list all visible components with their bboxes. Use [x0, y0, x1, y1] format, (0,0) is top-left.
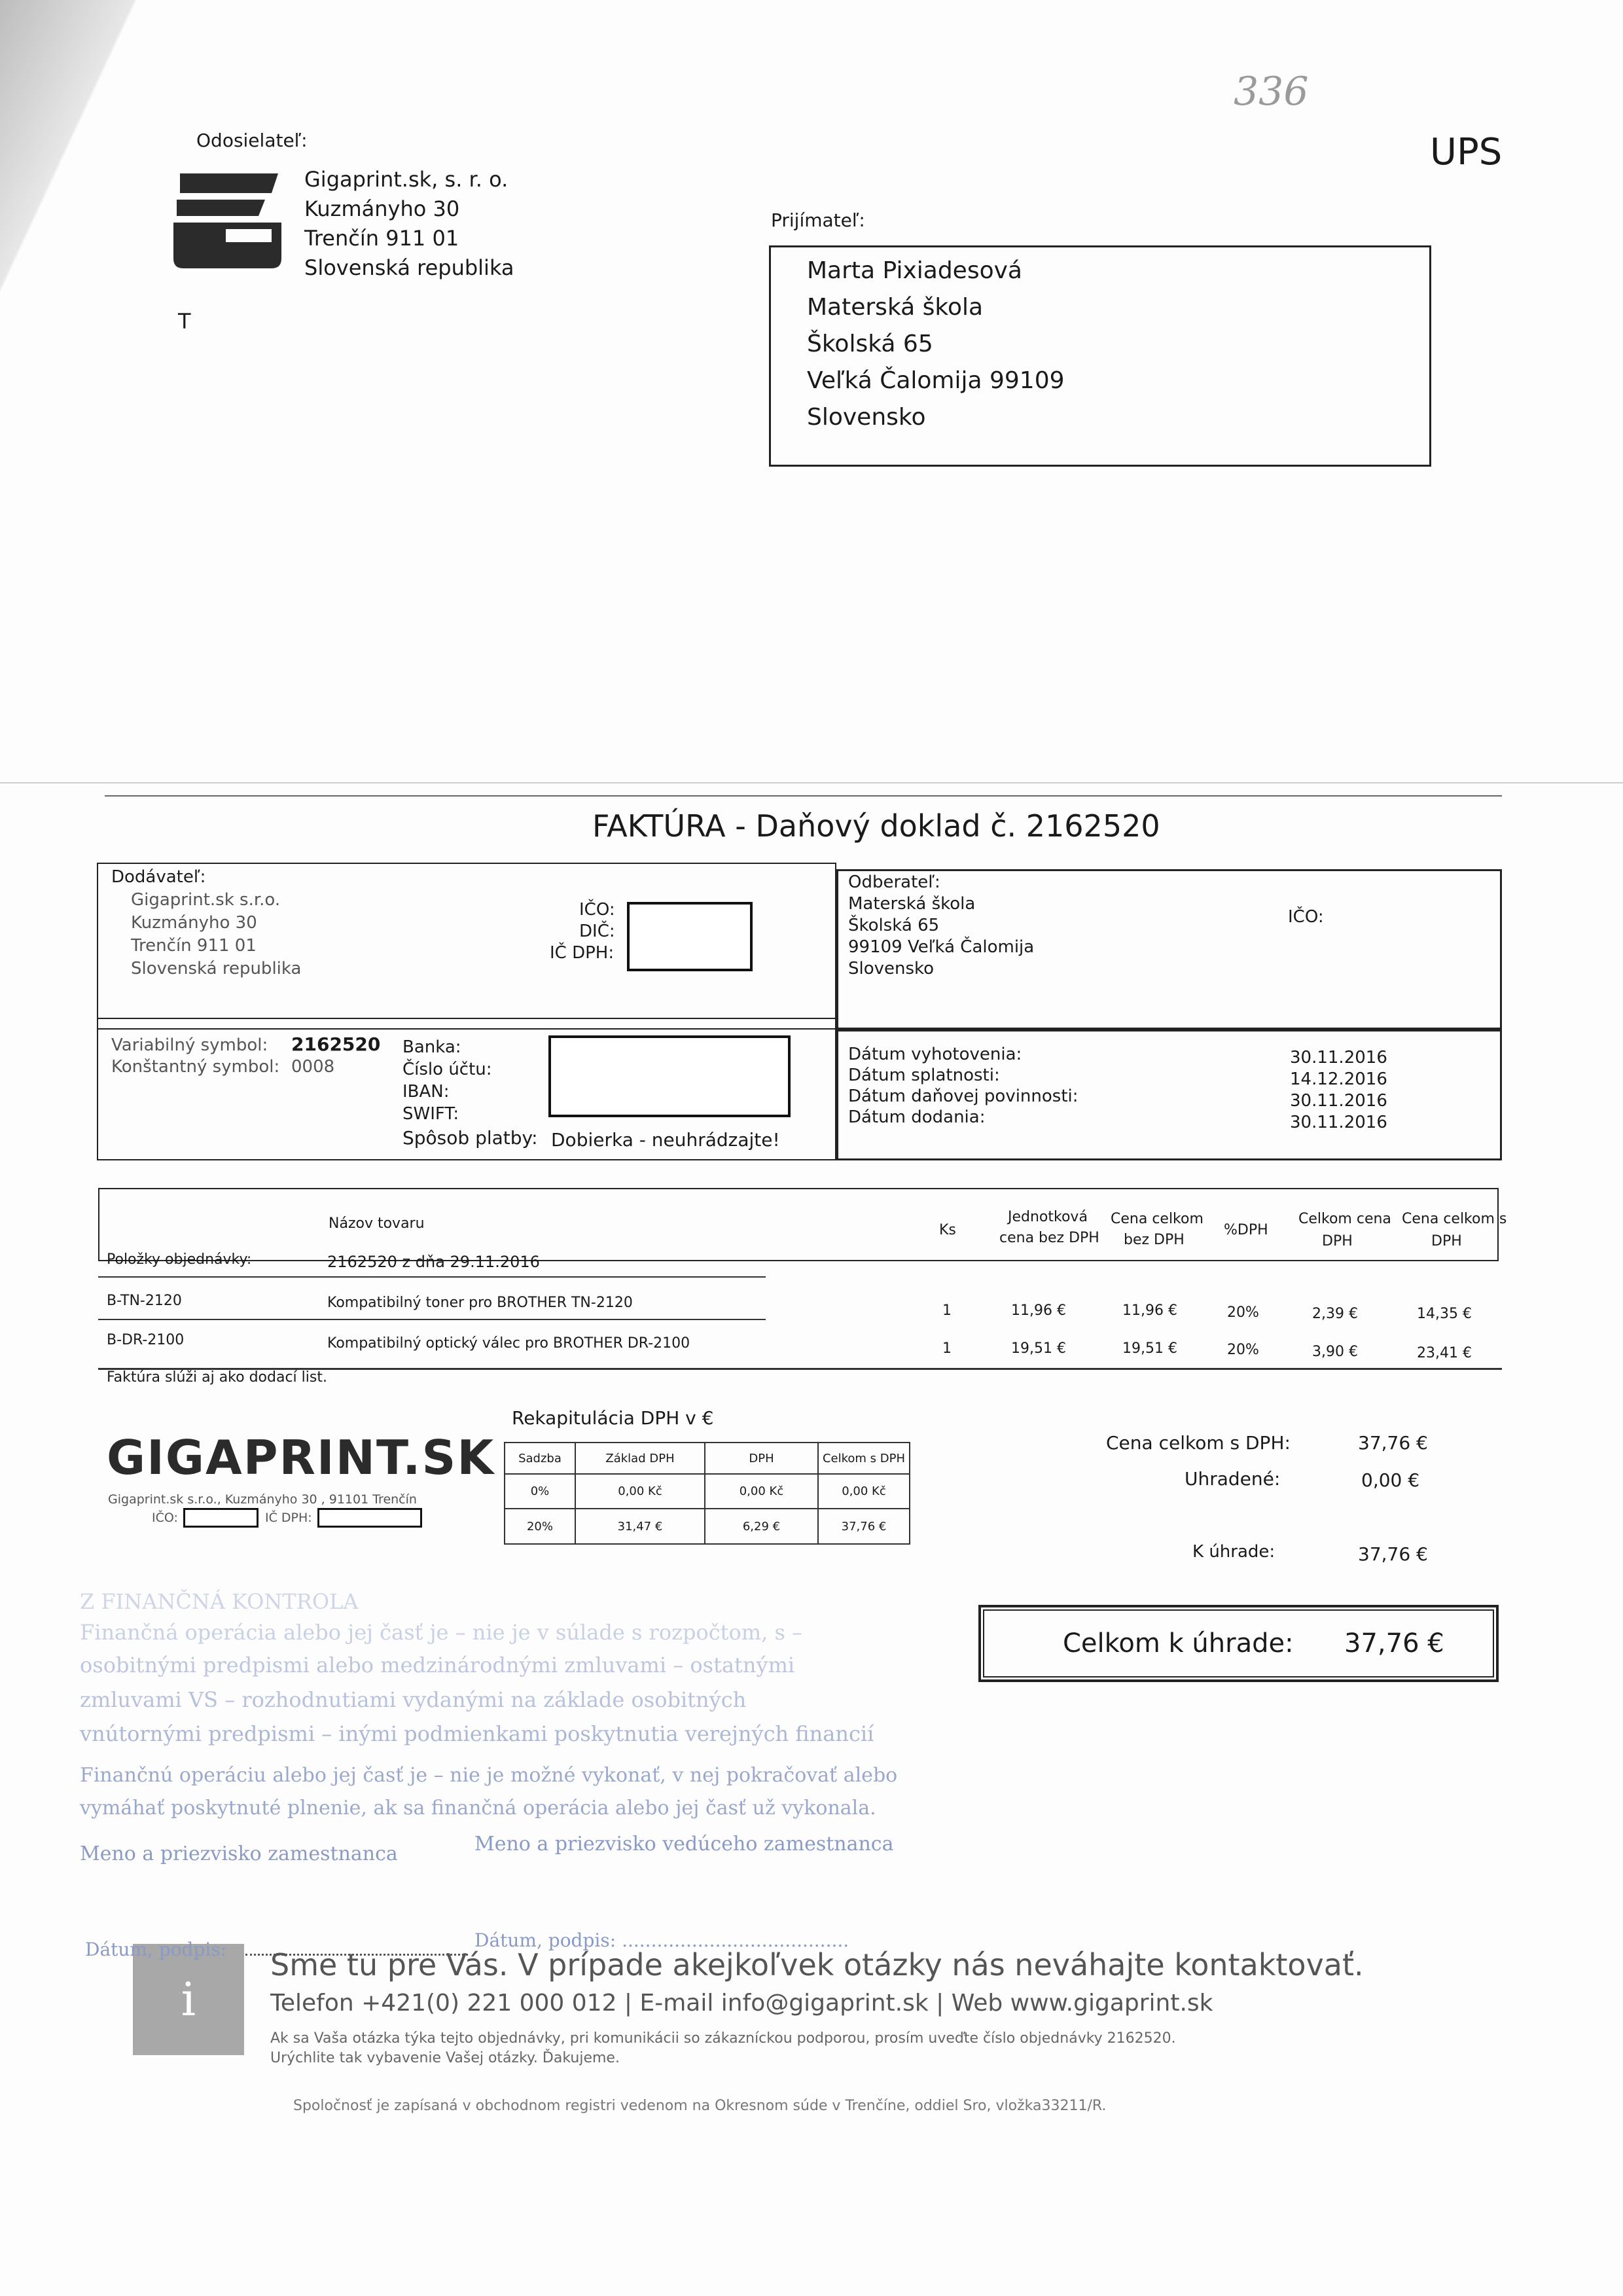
grand-total-value: 37,76 €	[1344, 1628, 1444, 1659]
supplier-line: Kuzmányho 30	[131, 913, 257, 933]
col-header-total: Cena celkom	[1111, 1211, 1204, 1227]
stamp-signature-left: Dátum, podpis:	[85, 1939, 227, 1960]
item-vat-pct: 20%	[1227, 1304, 1259, 1321]
payment-method-value: Dobierka - neuhrádzajte!	[551, 1129, 780, 1151]
recipient-line: Slovensko	[807, 404, 926, 431]
registry-note: Spoločnosť je zapísaná v obchodnom registri vedenom na Okresnom súde v Trenčíne, oddiel Sro, vložka33211/R.	[293, 2098, 1107, 2114]
brand-ico-redaction	[183, 1508, 259, 1528]
supplier-line: Slovenská republika	[131, 959, 302, 978]
brand-address: Gigaprint.sk s.r.o., Kuzmányho 30 , 91101 Trenčín	[108, 1492, 417, 1507]
item-code: B-TN-2120	[107, 1293, 182, 1309]
item-name: Kompatibilný toner pro BROTHER TN-2120	[327, 1295, 633, 1311]
invoice-title: FAKTÚRA - Daňový doklad č. 2162520	[592, 808, 1160, 844]
recipient-label: Prijímateľ:	[771, 209, 865, 231]
fold-line	[0, 782, 1623, 783]
sender-street: Kuzmányho 30	[304, 196, 460, 221]
summary-due-label: K úhrade:	[1192, 1542, 1275, 1562]
carrier-label: UPS	[1430, 131, 1503, 173]
col-header-gross: DPH	[1431, 1233, 1462, 1249]
customer-line: 99109 Veľká Čalomija	[848, 937, 1035, 957]
date-label: Dátum vyhotovenia:	[848, 1045, 1022, 1064]
constant-symbol-value: 0008	[291, 1057, 335, 1077]
item-name: Kompatibilný optický válec pro BROTHER DR-2100	[327, 1335, 690, 1352]
sender-country: Slovenská republika	[304, 255, 514, 280]
col-header-unit: cena bez DPH	[999, 1230, 1099, 1246]
summary-total-label: Cena celkom s DPH:	[1106, 1432, 1291, 1454]
item-qty: 1	[942, 1302, 952, 1319]
contact-heading: Sme tu pre Vás. V prípade akejkoľvek otázky nás neváhajte kontaktovať.	[270, 1947, 1364, 1982]
item-code: B-DR-2100	[107, 1332, 185, 1348]
vat-recap-cell: 0,00 Kč	[817, 1473, 910, 1509]
vat-recap-cell: 0%	[504, 1473, 576, 1509]
vat-recap-header: DPH	[704, 1442, 819, 1475]
vat-recap-cell: 6,29 €	[704, 1508, 819, 1545]
recipient-line: Veľká Čalomija 99109	[807, 367, 1065, 394]
vat-recap-cell: 20%	[504, 1508, 576, 1545]
col-header-unit: Jednotková	[1008, 1209, 1088, 1225]
customer-line: Materská škola	[848, 894, 976, 914]
date-value: 30.11.2016	[1290, 1048, 1387, 1067]
summary-due-value: 37,76 €	[1358, 1543, 1428, 1565]
contact-note: Ak sa Vaša otázka týka tejto objednávky, pri komunikácii so zákazníckou podporou, prosím uveďte číslo objednávky 2162520.	[270, 2030, 1176, 2047]
handwritten-number: 336	[1234, 69, 1309, 115]
payment-method-label: Spôsob platby:	[402, 1127, 538, 1149]
supplier-label: Dodávateľ:	[111, 867, 206, 887]
summary-total-value: 37,76 €	[1358, 1432, 1428, 1454]
brand-icdph-redaction	[317, 1508, 422, 1528]
order-label: Položky objednávky:	[107, 1251, 252, 1268]
bank-details-redaction	[548, 1035, 791, 1117]
sender-name: Gigaprint.sk, s. r. o.	[304, 167, 508, 192]
customer-box	[836, 869, 1502, 1030]
date-label: Dátum dodania:	[848, 1107, 986, 1127]
vat-recap-cell: 0,00 Kč	[704, 1473, 819, 1509]
date-value: 14.12.2016	[1290, 1069, 1387, 1089]
variable-symbol-label: Variabilný symbol:	[111, 1035, 268, 1055]
recipient-line: Materská škola	[807, 294, 984, 321]
stamp-name-right: Meno a priezvisko vedúceho zamestnanca	[474, 1833, 894, 1856]
col-header-name: Názov tovaru	[329, 1215, 425, 1232]
stamp-line: zmluvami VS – rozhodnutiami vydanými na základe osobitných	[80, 1687, 747, 1712]
item-qty: 1	[942, 1340, 952, 1357]
stamp-line: vnútornými predpismi – inými podmienkami poskytnutia verejných financií	[80, 1721, 874, 1746]
col-header-qty: Ks	[939, 1222, 956, 1238]
order-value: 2162520 z dňa 29.11.2016	[327, 1253, 540, 1271]
col-header-total: bez DPH	[1124, 1232, 1185, 1248]
supplier-ico-label: IČO:	[579, 900, 615, 920]
recipient-box	[769, 245, 1431, 467]
contact-line: Telefon +421(0) 221 000 012 | E-mail info@gigaprint.sk | Web www.gigaprint.sk	[270, 1990, 1213, 2017]
sender-mark: T	[178, 309, 191, 334]
item-vat: 3,90 €	[1312, 1344, 1358, 1360]
item-unit-price: 19,51 €	[1011, 1340, 1066, 1357]
stamp-line: Finančná operácia alebo jej časť je – nie je v súlade s rozpočtom, s –	[80, 1620, 803, 1645]
brand-icdph-label: IČ DPH:	[265, 1511, 312, 1525]
col-header-gross: Cena celkom s	[1402, 1211, 1507, 1227]
item-unit-price: 11,96 €	[1011, 1302, 1066, 1319]
grand-total-label: Celkom k úhrade:	[1063, 1628, 1294, 1659]
supplier-dic-label: DIČ:	[579, 922, 615, 941]
grand-total-box	[978, 1605, 1499, 1682]
customer-label: Odberateľ:	[848, 872, 940, 892]
summary-paid-value: 0,00 €	[1361, 1469, 1420, 1491]
stamp-name-left: Meno a priezvisko zamestnanca	[80, 1842, 398, 1865]
item-gross: 23,41 €	[1417, 1345, 1472, 1361]
stamp-line: Finančnú operáciu alebo jej časť je – nie je možné vykonať, v nej pokračovať alebo	[80, 1764, 898, 1787]
contact-note: Urýchlite tak vybavenie Vašej otázky. Ďakujeme.	[270, 2050, 620, 2066]
vat-recap-cell: 37,76 €	[817, 1508, 910, 1545]
item-total: 19,51 €	[1122, 1340, 1177, 1357]
item-vat-pct: 20%	[1227, 1342, 1259, 1358]
info-icon-box	[133, 1944, 244, 2055]
gigaprint-logo-icon	[167, 167, 285, 272]
delivery-note: Faktúra slúži aj ako dodací list.	[107, 1369, 327, 1386]
stamp-line: osobitnými predpismi alebo medzinárodnými zmluvami – ostatnými	[80, 1653, 795, 1677]
page-fold-corner	[0, 0, 164, 367]
vat-recap-title: Rekapitulácia DPH v €	[512, 1407, 714, 1429]
brand-ico-label: IČO:	[152, 1511, 178, 1525]
stamp-signature-right: Dátum, podpis: .......................................	[474, 1929, 849, 1951]
supplier-line: Gigaprint.sk s.r.o.	[131, 890, 281, 910]
summary-paid-label: Uhradené:	[1185, 1468, 1281, 1490]
brand-logo: GIGAPRINT.SK	[107, 1430, 495, 1485]
date-value: 30.11.2016	[1290, 1113, 1387, 1132]
item-vat: 2,39 €	[1312, 1306, 1358, 1322]
variable-symbol-value: 2162520	[291, 1033, 381, 1055]
sender-city: Trenčín 911 01	[304, 226, 459, 251]
customer-ico-label: IČO:	[1288, 907, 1324, 927]
stamp-line: vymáhať poskytnuté plnenie, ak sa finančná operácia alebo jej časť už vykonala.	[80, 1797, 876, 1820]
info-icon: i	[181, 1973, 196, 2026]
constant-symbol-label: Konštantný symbol:	[111, 1057, 280, 1077]
item-gross: 14,35 €	[1417, 1306, 1472, 1322]
supplier-id-redaction	[627, 902, 753, 971]
recipient-line: Marta Pixiadesová	[807, 257, 1022, 284]
title-rule	[105, 795, 1502, 797]
customer-line: Školská 65	[848, 916, 940, 935]
col-header-vat: Celkom cena	[1298, 1211, 1391, 1227]
vat-recap-header: Základ DPH	[575, 1442, 705, 1475]
col-header-vat: DPH	[1322, 1233, 1353, 1249]
vat-recap-header: Sadzba	[504, 1442, 576, 1475]
supplier-line: Trenčín 911 01	[131, 936, 257, 956]
bank-label: Banka:	[402, 1037, 461, 1057]
date-label: Dátum daňovej povinnosti:	[848, 1086, 1079, 1106]
col-header-vat-pct: %DPH	[1224, 1222, 1268, 1238]
swift-label: SWIFT:	[402, 1104, 459, 1124]
vat-recap-header: Celkom s DPH	[817, 1442, 910, 1475]
sender-label: Odosielateľ:	[196, 130, 308, 151]
iban-label: IBAN:	[402, 1082, 450, 1102]
date-value: 30.11.2016	[1290, 1091, 1387, 1111]
customer-line: Slovensko	[848, 959, 935, 978]
recipient-line: Školská 65	[807, 331, 933, 357]
item-total: 11,96 €	[1122, 1302, 1177, 1319]
order-rule	[98, 1276, 766, 1278]
date-label: Dátum splatnosti:	[848, 1066, 1000, 1085]
vat-recap-cell: 0,00 Kč	[575, 1473, 705, 1509]
vat-recap-cell: 31,47 €	[575, 1508, 705, 1545]
supplier-icdph-label: IČ DPH:	[550, 943, 615, 963]
stamp-line: Z FINANČNÁ KONTROLA	[80, 1589, 359, 1614]
items-header-box	[98, 1188, 1507, 1261]
row-rule	[98, 1319, 766, 1320]
account-label: Číslo účtu:	[402, 1060, 492, 1079]
dates-box	[836, 1030, 1502, 1160]
